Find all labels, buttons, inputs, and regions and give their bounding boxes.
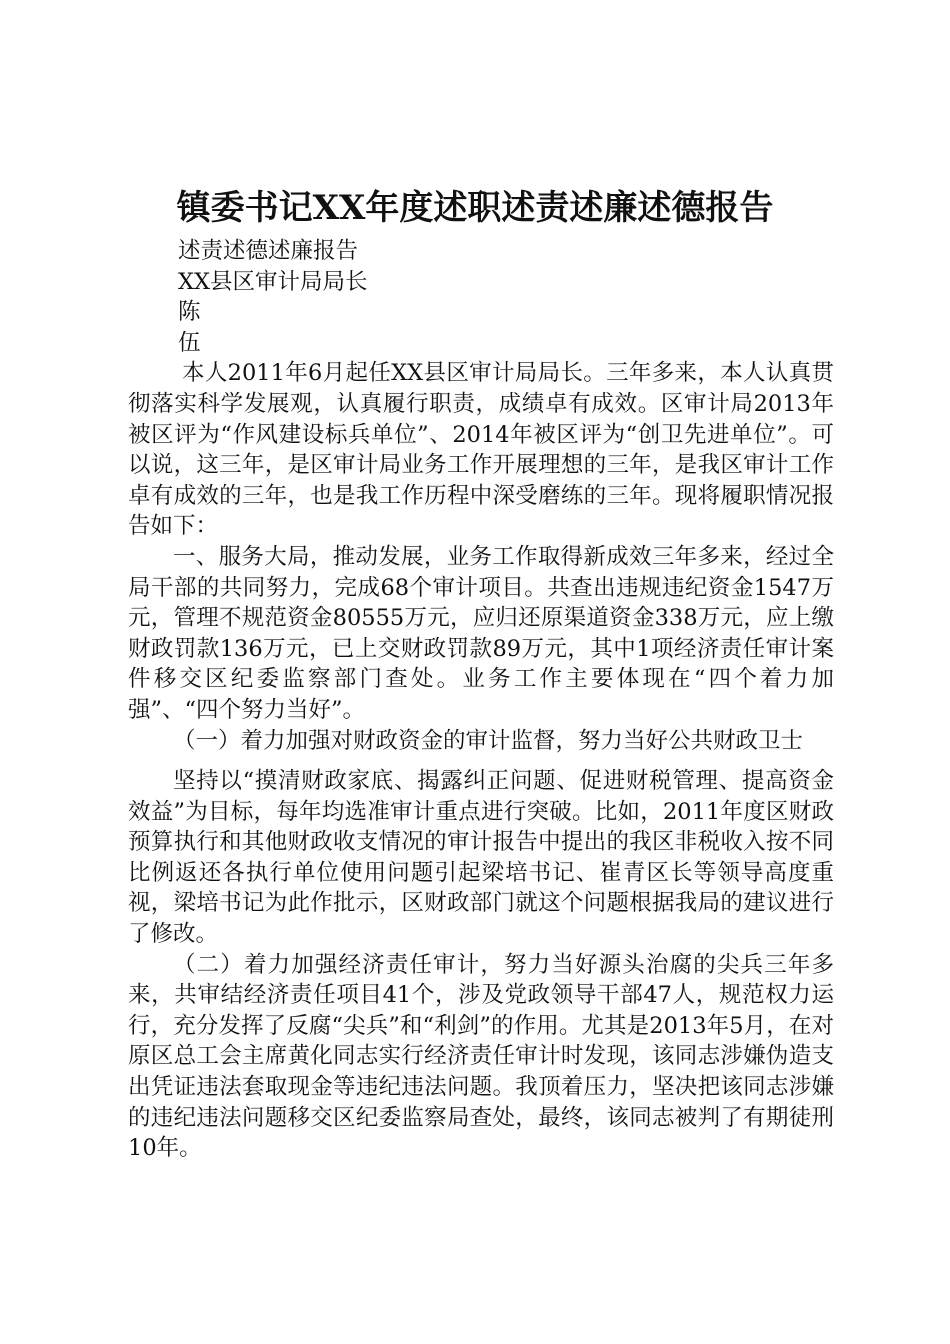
paragraph-subsection-1-body: 坚持以“摸清财政家底、揭露纠正问题、促进财税管理、提高资金效益”为目标，每年均选准审计重点进行突破。比如，2011年度区财政预算执行和其他财政收支情况的审计报告中提出的我区非税收入按不同比例返还各执行单位使用问题引起梁培书记、崔青区长等领导高度重视，梁培书记为此作批示，区财政部门就这个问题根据我局的建议进行了修改。 [128,768,834,948]
author-surname: 陈 [178,299,201,326]
document-title: 镇委书记XX年度述职述责述廉述德报告 [176,188,774,228]
document-body [128,236,834,1164]
paragraph-section-1: 一、服务大局，推动发展，业务工作取得新成效三年多来，经过全局干部的共同努力，完成68个审计项目。共查出违规违纪资金1547万元，管理不规范资金80555万元，应归还原渠道资金338万元，应上缴财政罚款136万元，已上交财政罚款89万元，其中1项经济责任审计案件移交区纪委监察部门查处。业务工作主要体现在“四个着力加强”、“四个努力当好”。 [128,543,834,723]
paragraph-subsection-2: （二）着力加强经济责任审计，努力当好源头治腐的尖兵三年多来，共审结经济责任项目41个，涉及党政领导干部47人，规范权力运行，充分发挥了反腐“尖兵”和“利剑”的作用。尤其是2013年5月，在对原区总工会主席黄化同志实行经济责任审计时发现，该同志涉嫌伪造支出凭证违法套取现金等违纪违法问题。我顶着压力，坚决把该同志涉嫌的违纪违法问题移交区纪委监察局查处，最终，该同志被判了有期徒刑10年。 [128,951,834,1162]
paragraph-gap [128,756,834,766]
author-position: XX县区审计局局长 [178,268,368,295]
report-subtitle: 述责述德述廉报告 [178,238,359,264]
author-given-name: 伍 [178,329,201,356]
paragraph-subsection-1-heading: （一）着力加强对财政资金的审计监督，努力当好公共财政卫士 [173,727,804,754]
paragraph-intro: 本人2011年6月起任XX县区审计局局长。三年多来，本人认真贯彻落实科学发展观，认真履行职责，成绩卓有成效。区审计局2013年被区评为“作风建设标兵单位”、2014年被区评为“创卫先进单位”。可以说，这三年，是区审计局业务工作开展理想的三年，是我区审计工作卓有成效的三年，也是我工作历程中深受磨练的三年。现将履职情况报告如下： [128,360,834,540]
